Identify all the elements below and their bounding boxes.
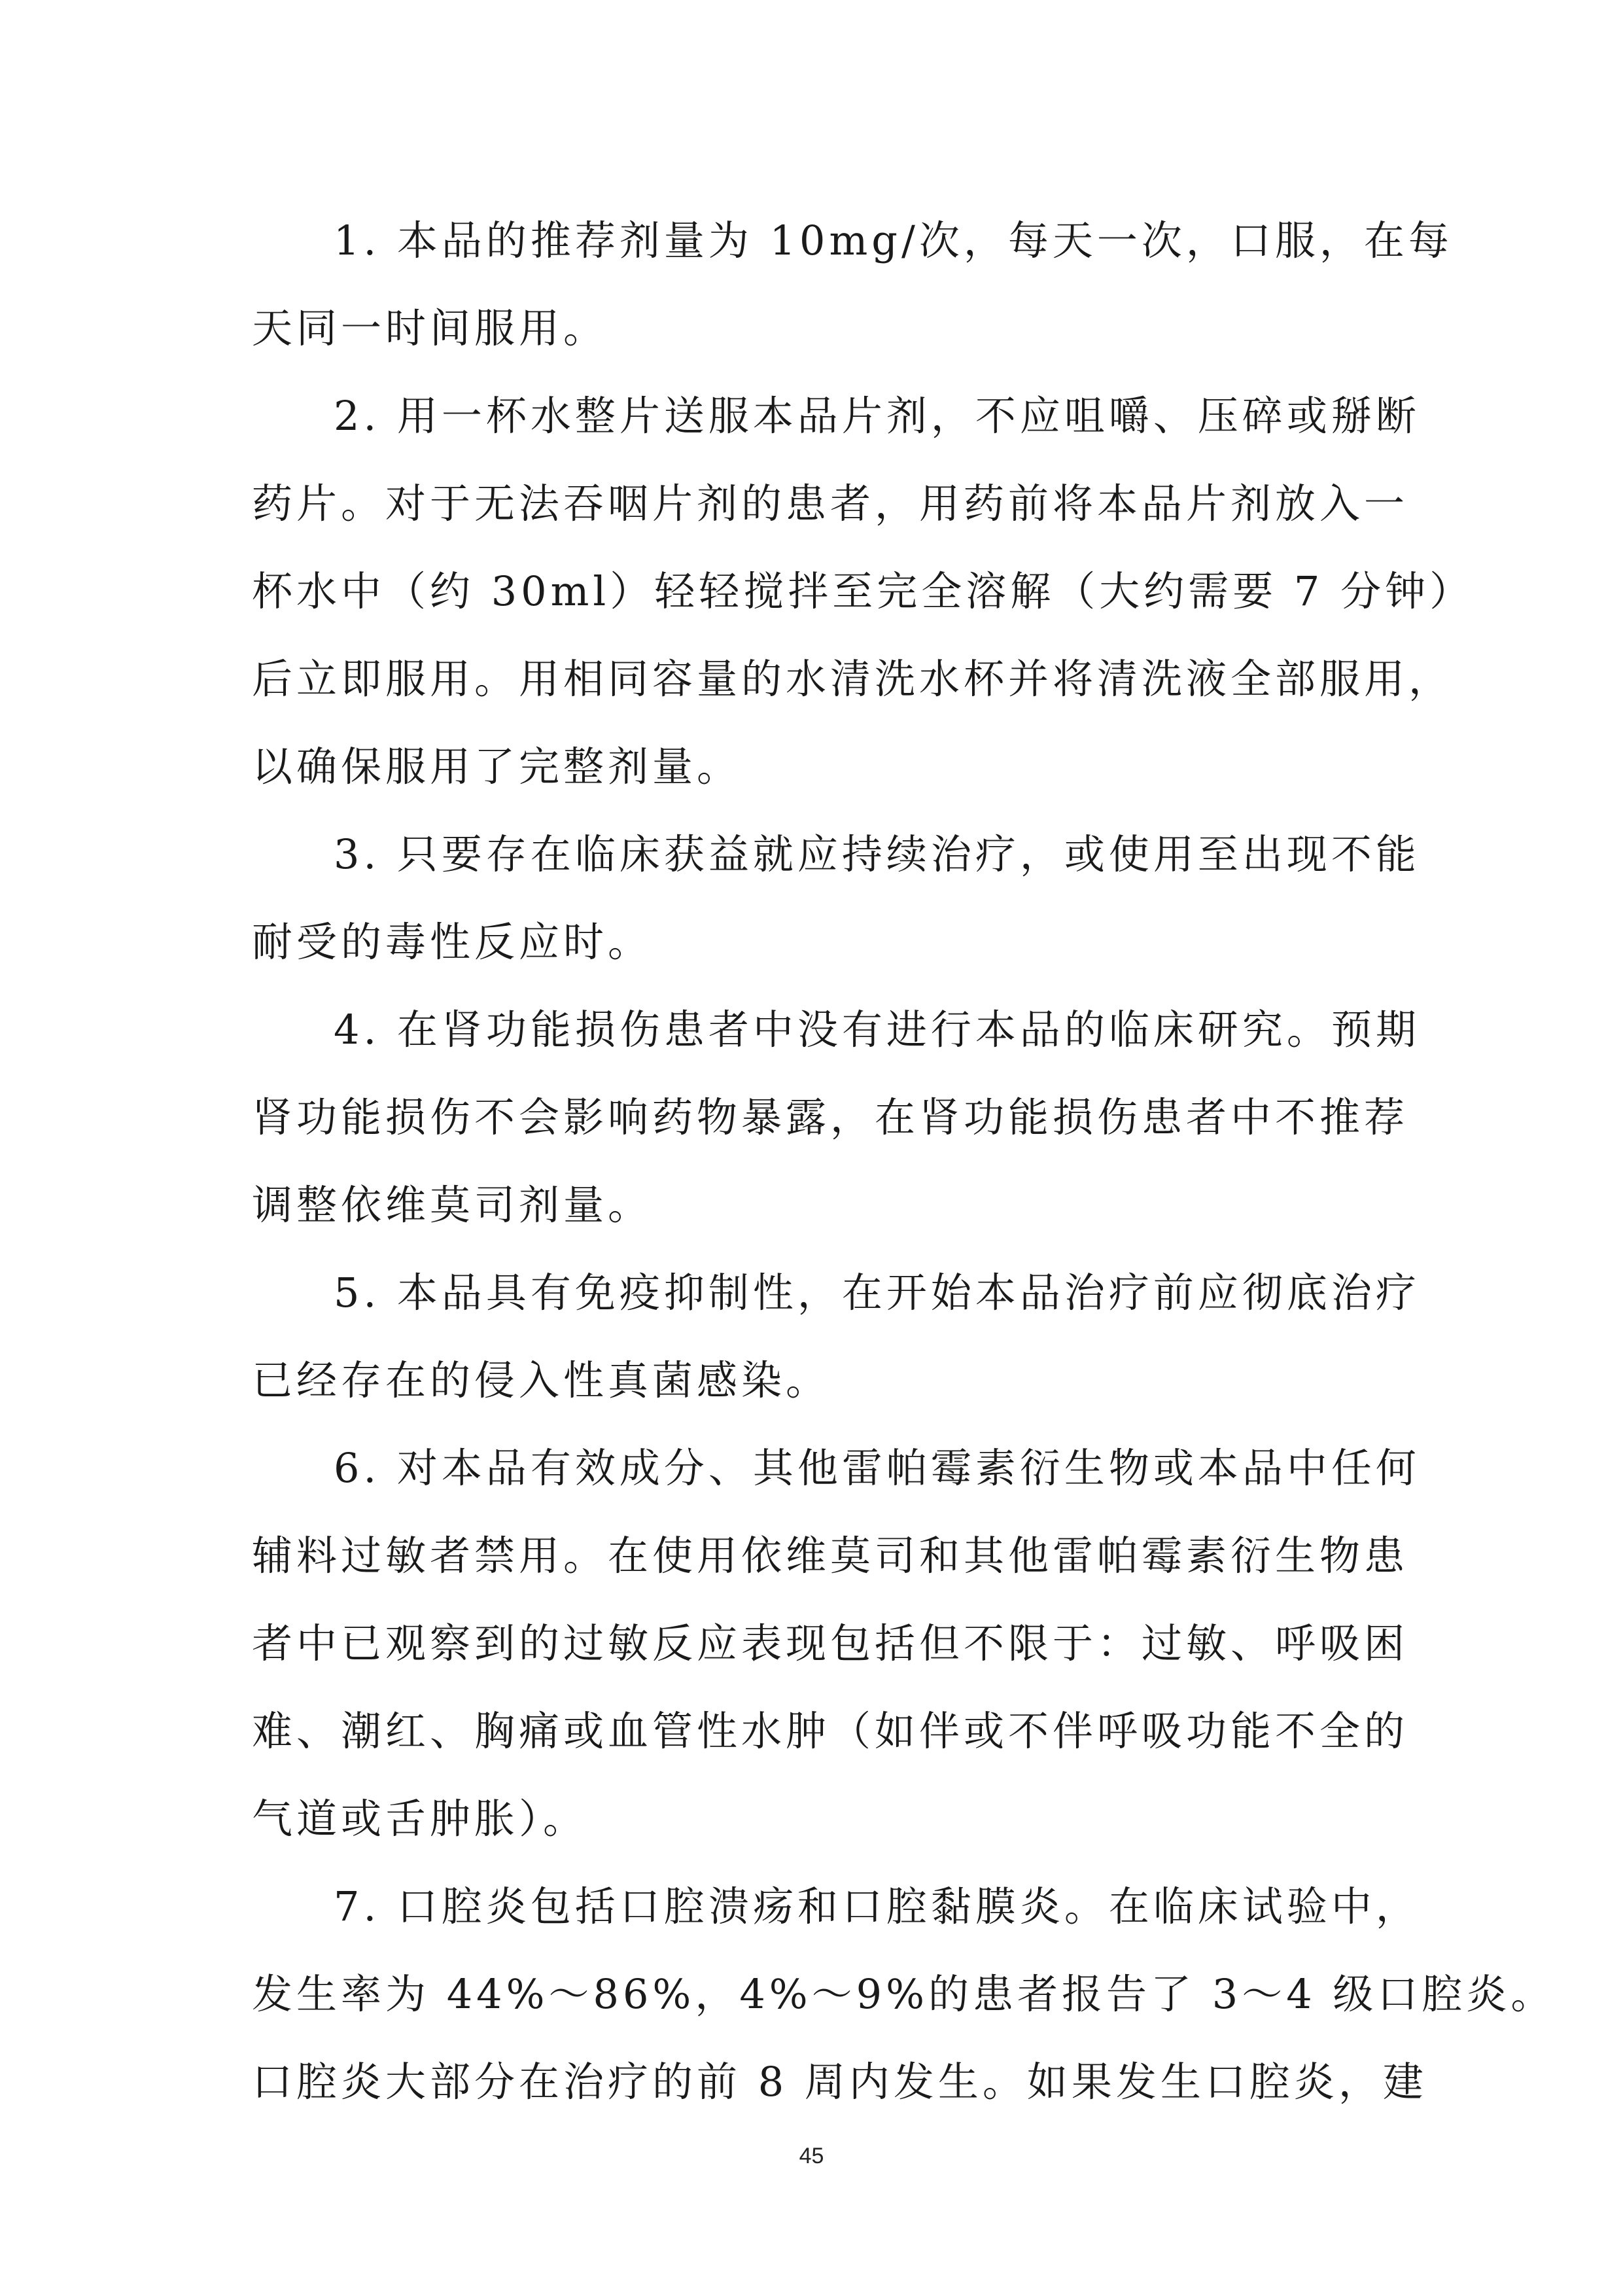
paragraph-4-line-3: 调整依维莫司剂量。 (252, 1181, 653, 1229)
paragraph-4-line-1: 4. 在肾功能损伤患者中没有进行本品的临床研究。预期 (334, 1006, 1420, 1053)
paragraph-6-line-2: 辅料过敏者禁用。在使用依维莫司和其他雷帕霉素衍生物患 (252, 1532, 1409, 1580)
paragraph-1-line-1: 1. 本品的推荐剂量为 10mg/次，每天一次，口服，在每 (334, 217, 1453, 264)
paragraph-6-line-4: 难、潮红、胸痛或血管性水肿（如伴或不伴呼吸功能不全的 (252, 1707, 1409, 1755)
paragraph-2-line-1: 2. 用一杯水整片送服本品片剂，不应咀嚼、压碎或掰断 (334, 392, 1420, 440)
paragraph-1-line-2: 天同一时间服用。 (252, 304, 608, 352)
paragraph-7-line-2: 发生率为 44%～86%，4%～9%的患者报告了 3～4 级口腔炎。 (252, 1970, 1556, 2018)
paragraph-5-line-1: 5. 本品具有免疫抑制性，在开始本品治疗前应彻底治疗 (334, 1269, 1420, 1316)
paragraph-4-line-2: 肾功能损伤不会影响药物暴露，在肾功能损伤患者中不推荐 (252, 1093, 1409, 1141)
paragraph-3-line-2: 耐受的毒性反应时。 (252, 918, 653, 966)
paragraph-2-line-2: 药片。对于无法吞咽片剂的患者，用药前将本品片剂放入一 (252, 480, 1409, 527)
paragraph-6-line-5: 气道或舌肿胀）。 (252, 1795, 588, 1843)
paragraph-6-line-3: 者中已观察到的过敏反应表现包括但不限于：过敏、呼吸困 (252, 1619, 1409, 1667)
paragraph-3-line-1: 3. 只要存在临床获益就应持续治疗，或使用至出现不能 (334, 830, 1420, 878)
paragraph-7-line-3: 口腔炎大部分在治疗的前 8 周内发生。如果发生口腔炎，建 (252, 2058, 1427, 2106)
paragraph-7-line-1: 7. 口腔炎包括口腔溃疡和口腔黏膜炎。在临床试验中， (334, 1882, 1420, 1930)
paragraph-2-line-3: 杯水中（约 30ml）轻轻搅拌至完全溶解（大约需要 7 分钟） (252, 567, 1475, 615)
paragraph-2-line-5: 以确保服用了完整剂量。 (252, 743, 742, 790)
paragraph-2-line-4: 后立即服用。用相同容量的水清洗水杯并将清洗液全部服用， (252, 655, 1454, 703)
page-number: 45 (799, 2144, 824, 2168)
paragraph-6-line-1: 6. 对本品有效成分、其他雷帕霉素衍生物或本品中任何 (334, 1444, 1420, 1492)
paragraph-5-line-2: 已经存在的侵入性真菌感染。 (252, 1356, 831, 1404)
